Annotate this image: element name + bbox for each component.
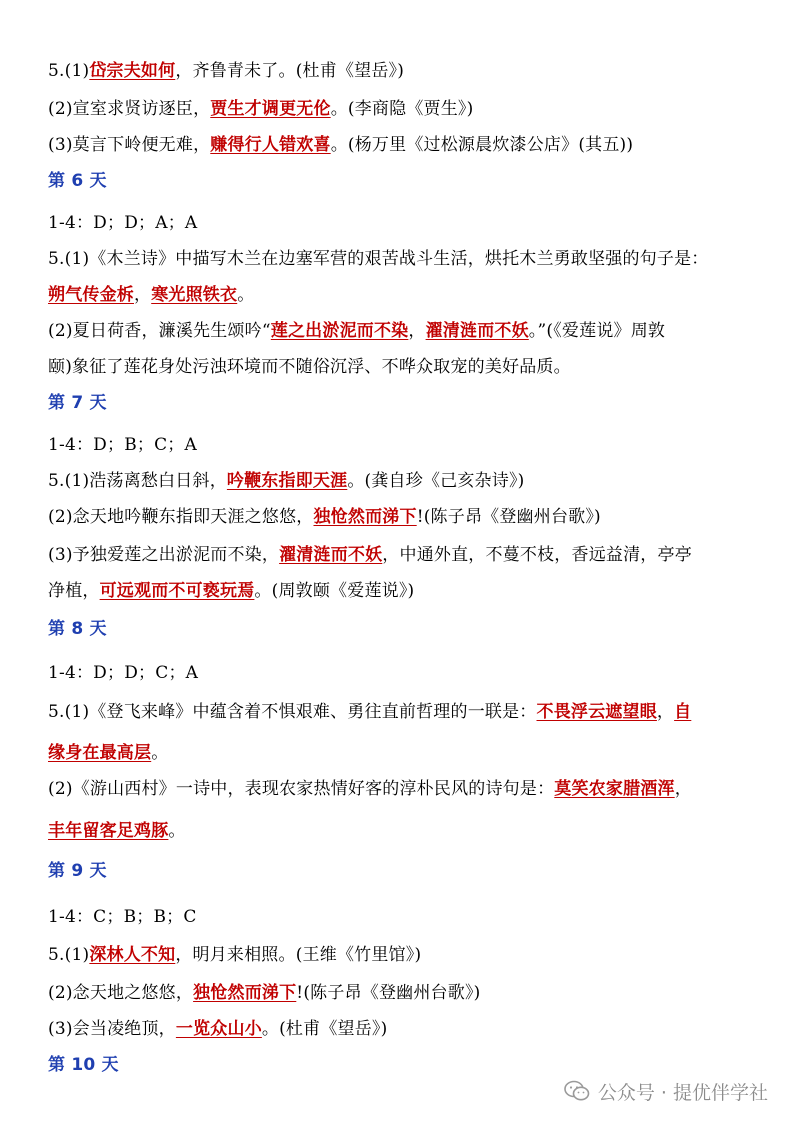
line-text: 5.(1)浩荡离愁白日斜， bbox=[48, 471, 227, 491]
line-text: (3)予独爱莲之出淤泥而不染， bbox=[48, 545, 280, 565]
answer-text: 深林人不知 bbox=[89, 945, 176, 965]
answer-text: 一览众山小 bbox=[175, 1019, 262, 1039]
line-text: 5.(1)《登飞来峰》中蕴含着不惧艰难、勇往直前哲理的一联是： bbox=[48, 702, 537, 722]
line-text: (3)莫言下岭便无难， bbox=[48, 135, 211, 155]
answer-line bbox=[48, 356, 571, 378]
answer-line bbox=[48, 98, 473, 120]
line-text: 净植， bbox=[48, 581, 100, 601]
line-text: 。 bbox=[168, 821, 186, 841]
answer-text: 岱宗夫如何 bbox=[89, 61, 176, 81]
answer-text: 莫笑农家腊酒浑 bbox=[554, 779, 675, 799]
answer-text: 濯清涟而不妖 bbox=[279, 545, 383, 565]
answer-text: 赚得行人错欢喜 bbox=[210, 135, 331, 155]
answer-line bbox=[48, 778, 692, 800]
answer-text: 莲之出淤泥而不染 bbox=[270, 321, 409, 341]
answer-line bbox=[48, 248, 709, 270]
answer-line bbox=[48, 470, 524, 492]
wechat-icon bbox=[564, 1080, 590, 1102]
line-text: 。(杜甫《望岳》) bbox=[261, 1019, 388, 1039]
line-text: ， bbox=[674, 779, 692, 799]
answer-line bbox=[48, 580, 414, 602]
watermark bbox=[564, 1078, 768, 1104]
answer-text: 自 bbox=[674, 702, 692, 722]
answer-line bbox=[48, 820, 186, 842]
answer-line bbox=[48, 982, 481, 1004]
answer-line bbox=[48, 60, 404, 82]
answer-text: 独怆然而涕下 bbox=[193, 983, 297, 1003]
watermark-text: 公众号 · 提优伴学社 bbox=[597, 1081, 768, 1104]
line-text: !(陈子昂《登幽州台歌》) bbox=[416, 507, 601, 527]
line-text: (2)念天地之悠悠， bbox=[48, 983, 194, 1003]
answer-line bbox=[48, 1018, 387, 1040]
answer-text: 寒光照铁衣 bbox=[151, 285, 238, 305]
answer-text: 可远观而不可亵玩焉 bbox=[99, 581, 255, 601]
day-label: 第 9 天 bbox=[48, 861, 107, 881]
line-text: ， bbox=[134, 285, 152, 305]
day-heading bbox=[48, 860, 107, 882]
answer-line bbox=[48, 212, 197, 234]
answer-line bbox=[48, 434, 197, 456]
answer-line bbox=[48, 944, 421, 966]
answer-line bbox=[48, 544, 692, 566]
day-heading bbox=[48, 392, 107, 414]
line-text: 5.(1) bbox=[48, 61, 90, 81]
answer-text: 贾生才调更无伦 bbox=[210, 99, 331, 119]
line-text: ， bbox=[408, 321, 426, 341]
answer-line bbox=[48, 662, 198, 684]
line-text: 。(杨万里《过松源晨炊漆公店》(其五)) bbox=[330, 135, 634, 155]
line-text: ，中通外直，不蔓不枝，香远益清，亭亭 bbox=[382, 545, 692, 565]
line-text: (2)夏日荷香，濂溪先生颂吟“ bbox=[48, 321, 271, 341]
line-text: 5.(1)《木兰诗》中描写木兰在边塞军营的艰苦战斗生活，烘托木兰勇敢坚强的句子是： bbox=[48, 249, 709, 269]
line-text: (2)《游山西村》一诗中，表现农家热情好客的淳朴民风的诗句是： bbox=[48, 779, 555, 799]
line-text: 颐)象征了莲花身处污浊环境而不随俗沉浮、不哗众取宠的美好品质。 bbox=[48, 357, 571, 377]
line-text: 。 bbox=[237, 285, 255, 305]
line-text: 。(龚自珍《己亥杂诗》) bbox=[347, 471, 525, 491]
line-text: 1-4：C；B；B；C bbox=[48, 907, 197, 927]
line-text: (3)会当凌绝顶， bbox=[48, 1019, 176, 1039]
line-text: 。”(《爱莲说》周敦 bbox=[528, 321, 666, 341]
line-text: 。(周敦颐《爱莲说》) bbox=[254, 581, 415, 601]
answer-line bbox=[48, 134, 633, 156]
line-text: ，明月来相照。(王维《竹里馆》) bbox=[175, 945, 422, 965]
day-heading bbox=[48, 618, 107, 640]
answer-text: 朔气传金柝 bbox=[48, 285, 134, 305]
answer-text: 不畏浮云遮望眼 bbox=[536, 702, 657, 722]
line-text: 1-4：D；D；C；A bbox=[48, 663, 199, 683]
answer-text: 缘身在最高层 bbox=[48, 743, 152, 763]
line-text: 1-4：D；B；C；A bbox=[48, 435, 197, 455]
answer-line bbox=[48, 506, 601, 528]
answer-text: 丰年留客足鸡豚 bbox=[48, 821, 169, 841]
line-text: 。(李商隐《贾生》) bbox=[330, 99, 474, 119]
day-label: 第 8 天 bbox=[48, 619, 107, 639]
day-heading bbox=[48, 1054, 119, 1076]
line-text: (2)宣室求贤访逐臣， bbox=[48, 99, 211, 119]
line-text: (2)念天地吟鞭东指即天涯之悠悠， bbox=[48, 507, 314, 527]
day-heading bbox=[48, 170, 107, 192]
answer-text: 独怆然而涕下 bbox=[313, 507, 417, 527]
day-label: 第 7 天 bbox=[48, 393, 107, 413]
line-text: 1-4：D；D；A；A bbox=[48, 213, 198, 233]
line-text: ，齐鲁青未了。(杜甫《望岳》) bbox=[175, 61, 405, 81]
answer-line bbox=[48, 284, 254, 306]
line-text: !(陈子昂《登幽州台歌》) bbox=[296, 983, 481, 1003]
answer-text: 吟鞭东指即天涯 bbox=[226, 471, 348, 491]
answer-line bbox=[48, 742, 168, 764]
answer-line bbox=[48, 320, 665, 342]
line-text: ， bbox=[656, 702, 675, 722]
line-text: 。 bbox=[151, 743, 169, 763]
answer-line bbox=[48, 906, 197, 928]
day-label: 第 6 天 bbox=[48, 171, 107, 191]
answer-text: 濯清涟而不妖 bbox=[425, 321, 529, 341]
day-label: 第 10 天 bbox=[48, 1055, 119, 1075]
line-text: 5.(1) bbox=[48, 945, 90, 965]
answer-line bbox=[48, 701, 691, 723]
